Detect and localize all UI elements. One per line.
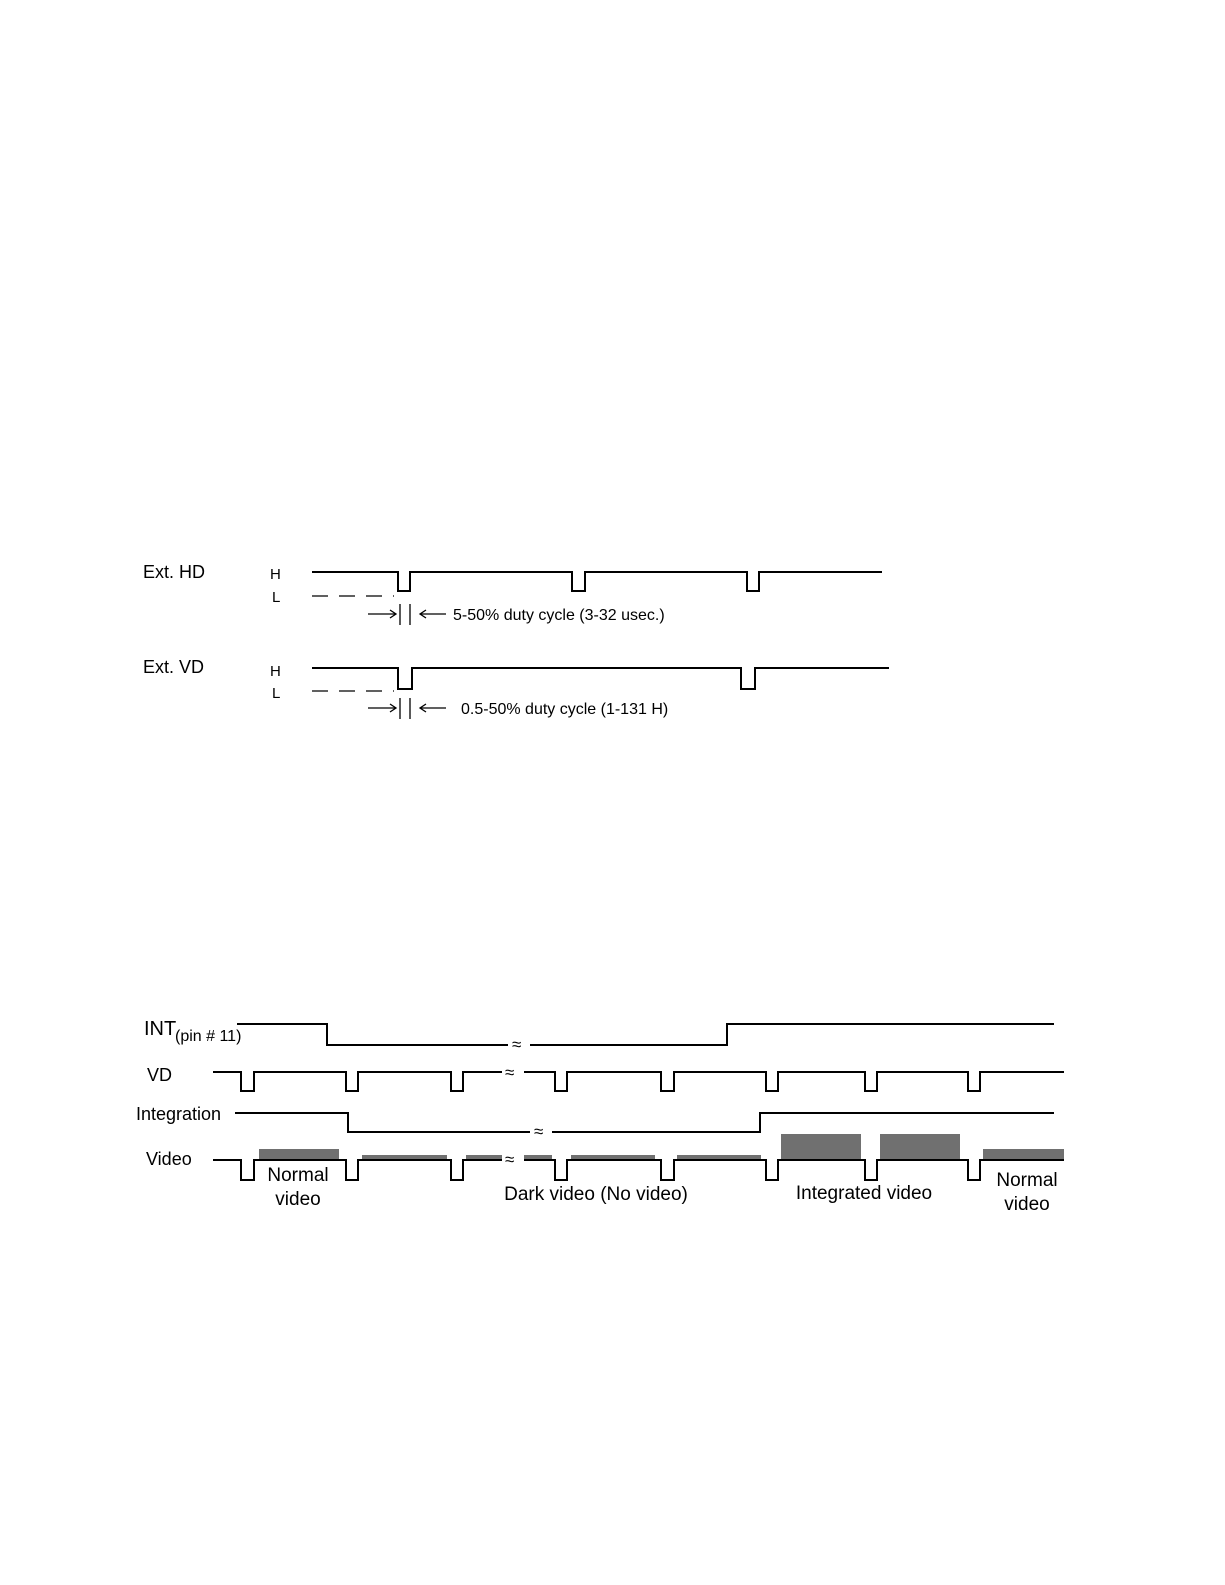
integrated-video-block-1: [781, 1134, 861, 1160]
break-markers: [502, 1035, 552, 1169]
video-waveform: [213, 1160, 1064, 1180]
video-label: Video: [146, 1149, 192, 1169]
normal-video-right-label-line2: video: [1004, 1194, 1050, 1215]
normal-video-label-line1: Normal: [267, 1165, 329, 1186]
vd-waveform: [213, 1072, 1064, 1091]
video-signal-blocks: [259, 1134, 1064, 1160]
vd-break-symbol: ≈: [505, 1063, 515, 1082]
int-waveform: [237, 1024, 1054, 1045]
int-label: INT: [144, 1018, 177, 1040]
normal-video-block-right: [983, 1149, 1064, 1160]
int-pin-label: (pin # 11): [175, 1028, 242, 1045]
integrated-video-block-2: [880, 1134, 960, 1160]
vd-pulse-width-marker: [368, 698, 446, 719]
integrated-video-label: Integrated video: [795, 1183, 933, 1204]
vd-label: VD: [147, 1065, 173, 1085]
ext-hd-low-label: L: [272, 589, 281, 606]
vd-duty-cycle-note: 0.5-50% duty cycle (1-131 H): [461, 701, 669, 718]
dark-video-label: Dark video (No video): [504, 1184, 688, 1205]
integration-break-symbol: ≈: [534, 1122, 544, 1141]
ext-vd-low-label: L: [272, 685, 281, 702]
int-break-symbol: ≈: [512, 1035, 522, 1054]
hd-duty-cycle-note: 5-50% duty cycle (3-32 usec.): [453, 607, 665, 624]
ext-hd-high-label: H: [270, 566, 281, 583]
normal-video-block: [259, 1149, 339, 1160]
integration-timing-diagram: [136, 1018, 1064, 1215]
normal-video-right-label-line1: Normal: [996, 1170, 1058, 1191]
ext-vd-high-label: H: [270, 663, 281, 680]
hd-pulse-width-marker: [368, 604, 446, 625]
ext-hd-label: Ext. HD: [143, 562, 206, 582]
normal-video-label-line2: video: [275, 1189, 321, 1210]
ext-vd-waveform: [312, 668, 889, 689]
ext-hd-waveform: [312, 572, 882, 591]
integration-waveform: [235, 1113, 1054, 1132]
video-break-symbol: ≈: [505, 1150, 515, 1169]
ext-vd-label: Ext. VD: [143, 657, 205, 677]
integration-label: Integration: [136, 1104, 222, 1124]
external-sync-diagram: [143, 562, 889, 719]
